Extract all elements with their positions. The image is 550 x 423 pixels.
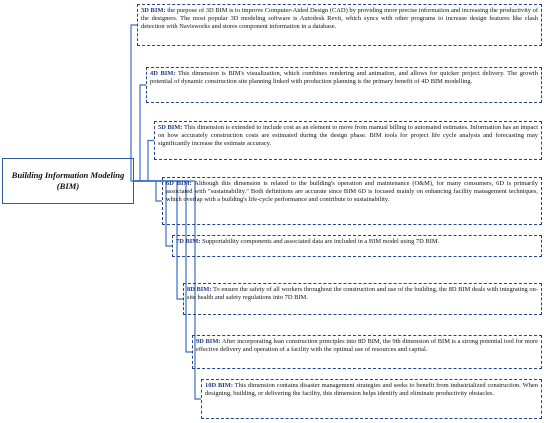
node-8d-bim bbox=[183, 283, 542, 315]
node-label: 3D BIM: bbox=[141, 7, 166, 14]
node-label: 5D BIM: bbox=[158, 124, 183, 131]
node-label: 9D BIM: bbox=[196, 338, 221, 345]
connector-5d bbox=[134, 141, 154, 182]
root-node-bim bbox=[2, 158, 134, 204]
root-title: Building Information Modeling bbox=[11, 170, 125, 180]
node-label: 4D BIM: bbox=[150, 70, 176, 77]
node-9d-bim bbox=[192, 335, 542, 369]
node-text: the purpose of 3D BIM is to improve Computer-Aided Design (CAD) by providing more precise information and increasing the productivity of the designers. The most popular 3D modeling software is Autodesk Revit, which syncs with other programs to increase design features like clash detection with Navisworks and stores component information in a database. bbox=[141, 7, 539, 31]
node-text: After incorporating lean construction principles into 8D BIM, the 9th dimension of BIM is a strong potential tool for more effective delivery and operation of a facility with the optimal use of resources and capital. bbox=[196, 338, 538, 354]
connector-6d bbox=[134, 181, 162, 201]
node-text: This dimension contains disaster management strategies and seeks to benefit from industrialized construction. When designing, building, or delivering the facility, this dimension helps identify and eliminate productivity obstacles. bbox=[205, 382, 538, 398]
node-text: Although this dimension is related to the building's operation and maintenance (O&M), for many consumers, 6D is primarily associated with "sustainability." Both definitions are accurate since BIM 6D is focused mainly on enhancing facility management techniques, which overlap with a building's life-cycle performance and contribute to sustainability. bbox=[166, 180, 538, 204]
node-text: This dimension is extended to include cost as an element to move from manual billing to automated estimates. Information has an impact on how accurately construction costs are estimated during the design phase. BIM tools for project life cycle analysis and forecasting may significantly increase the estimate accuracy. bbox=[158, 124, 538, 148]
node-label: 6D BIM: bbox=[166, 180, 192, 187]
node-text: This dimension is BIM's visualization, which combines rendering and animation, and allows for quicker project delivery. The growth potential of dynamic construction site planning linked with production planning is the primary benefit of 4D BIM modelling. bbox=[150, 70, 538, 86]
node-6d-bim bbox=[162, 177, 542, 225]
node-3d-bim bbox=[137, 4, 542, 46]
node-text: Supportability components and associated data are included in a BIM model using 7D BIM. bbox=[200, 238, 440, 245]
node-label: 8D BIM: bbox=[187, 286, 212, 293]
node-label: 7D BIM: bbox=[176, 238, 201, 245]
connector-4d bbox=[134, 85, 146, 181]
node-5d-bim bbox=[154, 121, 542, 160]
node-10d-bim bbox=[201, 379, 542, 419]
node-text: To ensure the safety of all workers throughout the construction and use of the building, the 8D BIM deals with integrating on-site health and safety regulations into 7D BIM. bbox=[187, 286, 538, 302]
root-subtitle: (BIM) bbox=[56, 181, 80, 191]
node-7d-bim bbox=[172, 235, 542, 257]
node-4d-bim bbox=[146, 67, 542, 103]
node-label: 10D BIM: bbox=[205, 382, 233, 389]
